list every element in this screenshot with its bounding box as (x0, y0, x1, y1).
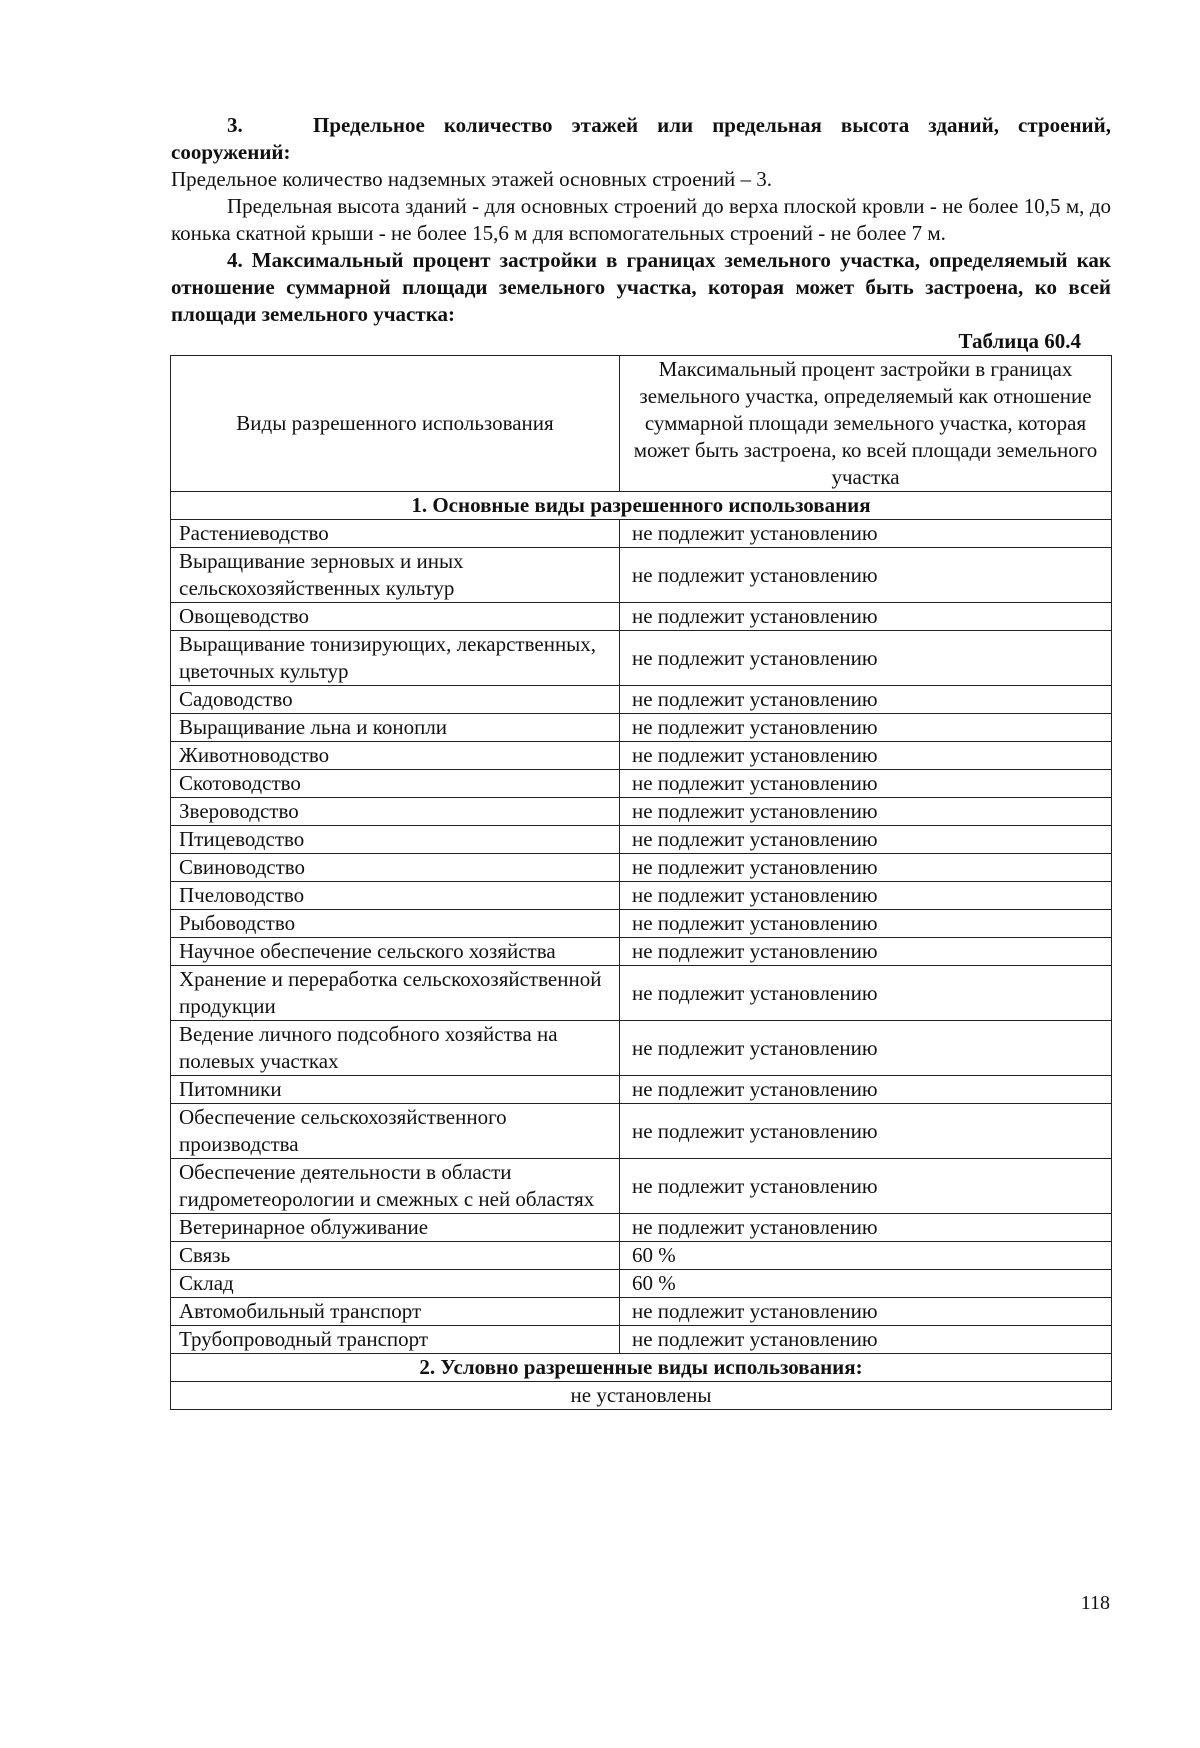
max-percent-cell: не подлежит установлению (620, 1104, 1112, 1159)
table-row (171, 548, 1112, 603)
permitted-use-cell: Обеспечение деятельности в области гидрометеорологии и смежных с ней областях (171, 1159, 620, 1214)
table-row (171, 603, 1112, 631)
section-3-title: Предельное количество этажей или предельная высота зданий, строений, сооружений: (171, 113, 1111, 164)
section-1-row (171, 492, 1112, 520)
max-percent-cell: не подлежит установлению (620, 686, 1112, 714)
table-row (171, 770, 1112, 798)
permitted-use-cell: Хранение и переработка сельскохозяйственной продукции (171, 966, 620, 1021)
permitted-use-cell: Овощеводство (171, 603, 620, 631)
max-percent-cell: 60 % (620, 1242, 1112, 1270)
max-percent-cell: не подлежит установлению (620, 910, 1112, 938)
max-percent-cell: не подлежит установлению (620, 770, 1112, 798)
max-percent-cell: не подлежит установлению (620, 1076, 1112, 1104)
max-percent-cell: не подлежит установлению (620, 520, 1112, 548)
permitted-use-cell: Растениеводство (171, 520, 620, 548)
max-percent-cell: не подлежит установлению (620, 1021, 1112, 1076)
table-row (171, 686, 1112, 714)
permitted-use-cell: Питомники (171, 1076, 620, 1104)
document-page (171, 112, 1111, 1410)
table-row (171, 520, 1112, 548)
table-row (171, 742, 1112, 770)
max-percent-cell: 60 % (620, 1270, 1112, 1298)
section-2-value: не установлены (171, 1382, 1112, 1410)
max-percent-cell: не подлежит установлению (620, 548, 1112, 603)
floors-limit-text: Предельное количество надземных этажей основных строений – 3. (171, 167, 773, 191)
section-3-number: 3. (227, 113, 243, 137)
table-caption: Таблица 60.4 (958, 329, 1081, 353)
section-3-heading (171, 112, 1111, 166)
max-percent-cell: не подлежит установлению (620, 1298, 1112, 1326)
table-row (171, 938, 1112, 966)
permitted-use-cell: Выращивание тонизирующих, лекарственных, цветочных культур (171, 631, 620, 686)
table-row (171, 1021, 1112, 1076)
table-row (171, 1298, 1112, 1326)
permitted-use-cell: Свиноводство (171, 854, 620, 882)
max-percent-cell: не подлежит установлению (620, 714, 1112, 742)
building-percent-table (170, 355, 1112, 1410)
max-percent-cell: не подлежит установлению (620, 631, 1112, 686)
permitted-use-cell: Рыбоводство (171, 910, 620, 938)
max-percent-cell: не подлежит установлению (620, 1159, 1112, 1214)
permitted-use-cell: Животноводство (171, 742, 620, 770)
table-header-row (171, 356, 1112, 492)
max-percent-cell: не подлежит установлению (620, 854, 1112, 882)
permitted-use-cell: Скотоводство (171, 770, 620, 798)
max-percent-cell: не подлежит установлению (620, 966, 1112, 1021)
table-row (171, 1270, 1112, 1298)
max-percent-cell: не подлежит установлению (620, 938, 1112, 966)
max-percent-cell: не подлежит установлению (620, 826, 1112, 854)
permitted-use-cell: Автомобильный транспорт (171, 1298, 620, 1326)
max-percent-cell: не подлежит установлению (620, 742, 1112, 770)
section-4-heading: 4. Максимальный процент застройки в границах земельного участка, определяемый как отношение суммарной площади земельного участка, которая может быть застроена, ко всей площади земельного участка: (171, 248, 1111, 326)
table-row (171, 910, 1112, 938)
table-row (171, 1159, 1112, 1214)
permitted-use-cell: Связь (171, 1242, 620, 1270)
section-2-value-row (171, 1382, 1112, 1410)
table-row (171, 798, 1112, 826)
permitted-use-cell: Пчеловодство (171, 882, 620, 910)
permitted-use-cell: Выращивание зерновых и иных сельскохозяйственных культур (171, 548, 620, 603)
header-permitted-uses: Виды разрешенного использования (171, 356, 620, 492)
permitted-use-cell: Ведение личного подсобного хозяйства на полевых участках (171, 1021, 620, 1076)
permitted-use-cell: Склад (171, 1270, 620, 1298)
permitted-use-cell: Трубопроводный транспорт (171, 1326, 620, 1354)
table-row (171, 826, 1112, 854)
section-1-title: 1. Основные виды разрешенного использования (171, 492, 1112, 520)
max-percent-cell: не подлежит установлению (620, 798, 1112, 826)
permitted-use-cell: Садоводство (171, 686, 620, 714)
table-row (171, 714, 1112, 742)
max-percent-cell: не подлежит установлению (620, 1214, 1112, 1242)
page-number: 118 (1080, 1592, 1110, 1614)
permitted-use-cell: Научное обеспечение сельского хозяйства (171, 938, 620, 966)
table-row (171, 1242, 1112, 1270)
max-percent-cell: не подлежит установлению (620, 603, 1112, 631)
table-row (171, 1104, 1112, 1159)
table-row (171, 1076, 1112, 1104)
table-row (171, 1214, 1112, 1242)
section-2-title: 2. Условно разрешенные виды использования: (171, 1354, 1112, 1382)
permitted-use-cell: Звероводство (171, 798, 620, 826)
section-2-row (171, 1354, 1112, 1382)
permitted-use-cell: Выращивание льна и конопли (171, 714, 620, 742)
max-percent-cell: не подлежит установлению (620, 882, 1112, 910)
table-row (171, 1326, 1112, 1354)
permitted-use-cell: Птицеводство (171, 826, 620, 854)
permitted-use-cell: Ветеринарное облуживание (171, 1214, 620, 1242)
max-percent-cell: не подлежит установлению (620, 1326, 1112, 1354)
table-row (171, 966, 1112, 1021)
header-max-percent: Максимальный процент застройки в границах земельного участка, определяемый как отношение суммарной площади земельного участка, которая может быть застроена, ко всей площади земельного участка (620, 356, 1112, 492)
table-row (171, 882, 1112, 910)
height-limit-text: Предельная высота зданий - для основных строений до верха плоской кровли - не более 10,5 м, до конька скатной крыши - не более 15,6 м для вспомогательных строений - не более 7 м. (171, 194, 1111, 245)
table-row (171, 854, 1112, 882)
table-row (171, 631, 1112, 686)
permitted-use-cell: Обеспечение сельскохозяйственного производства (171, 1104, 620, 1159)
